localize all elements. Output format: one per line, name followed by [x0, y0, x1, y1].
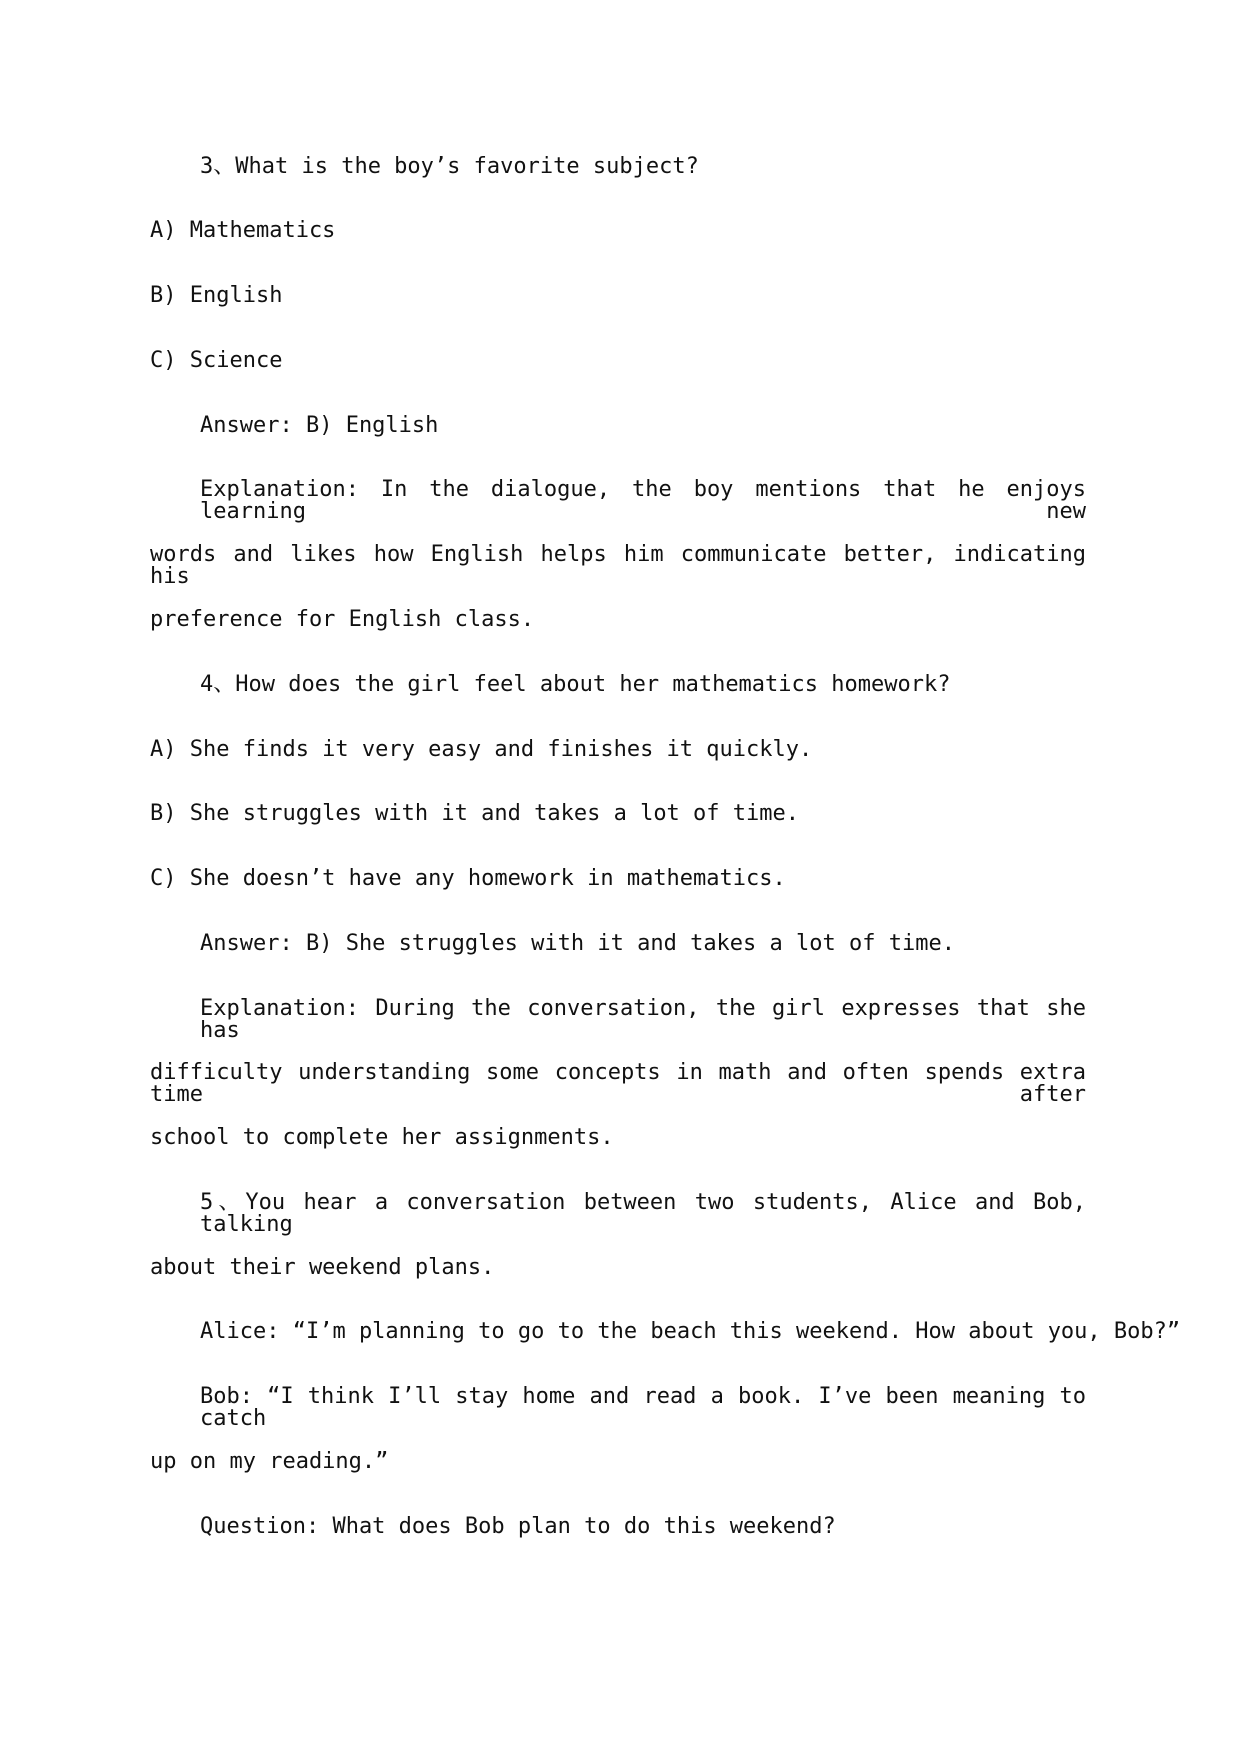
q5-question: Question: What does Bob plan to do this weekend? — [200, 1514, 836, 1539]
q3-explanation-line-1: Explanation: In the dialogue, the boy mentions that he enjoys learning new — [200, 477, 1086, 524]
q3-explanation-line-3: preference for English class. — [150, 607, 535, 632]
q4-explanation-line-2: difficulty understanding some concepts in math and often spends extra time after — [150, 1060, 1086, 1107]
question-3: 3、What is the boy’s favorite subject? — [200, 154, 699, 179]
q3-option-a: A) Mathematics — [150, 218, 336, 243]
question-5-line-2: about their weekend plans. — [150, 1255, 495, 1280]
question-5-line-1: 5、You hear a conversation between two students, Alice and Bob, talking — [200, 1190, 1086, 1237]
q3-answer: Answer: B) English — [200, 413, 439, 438]
q5-bob-line-2: up on my reading.” — [150, 1449, 389, 1474]
q3-option-c: C) Science — [150, 348, 283, 373]
q4-explanation-line-1: Explanation: During the conversation, the girl expresses that she has — [200, 996, 1086, 1043]
q4-explanation-line-3: school to complete her assignments. — [150, 1125, 614, 1150]
q5-alice-line: Alice: “I’m planning to go to the beach this weekend. How about you, Bob?” — [200, 1319, 1181, 1344]
q4-option-c: C) She doesn’t have any homework in mathematics. — [150, 866, 786, 891]
q4-option-b: B) She struggles with it and takes a lot of time. — [150, 801, 800, 826]
q4-option-a: A) She finds it very easy and finishes it quickly. — [150, 737, 813, 762]
q3-option-b: B) English — [150, 283, 283, 308]
q3-explanation-line-2: words and likes how English helps him communicate better, indicating his — [150, 542, 1086, 589]
q4-answer: Answer: B) She struggles with it and takes a lot of time. — [200, 931, 955, 956]
q5-bob-line-1: Bob: “I think I’ll stay home and read a book. I’ve been meaning to catch — [200, 1384, 1086, 1431]
question-4: 4、How does the girl feel about her mathematics homework? — [200, 672, 951, 697]
